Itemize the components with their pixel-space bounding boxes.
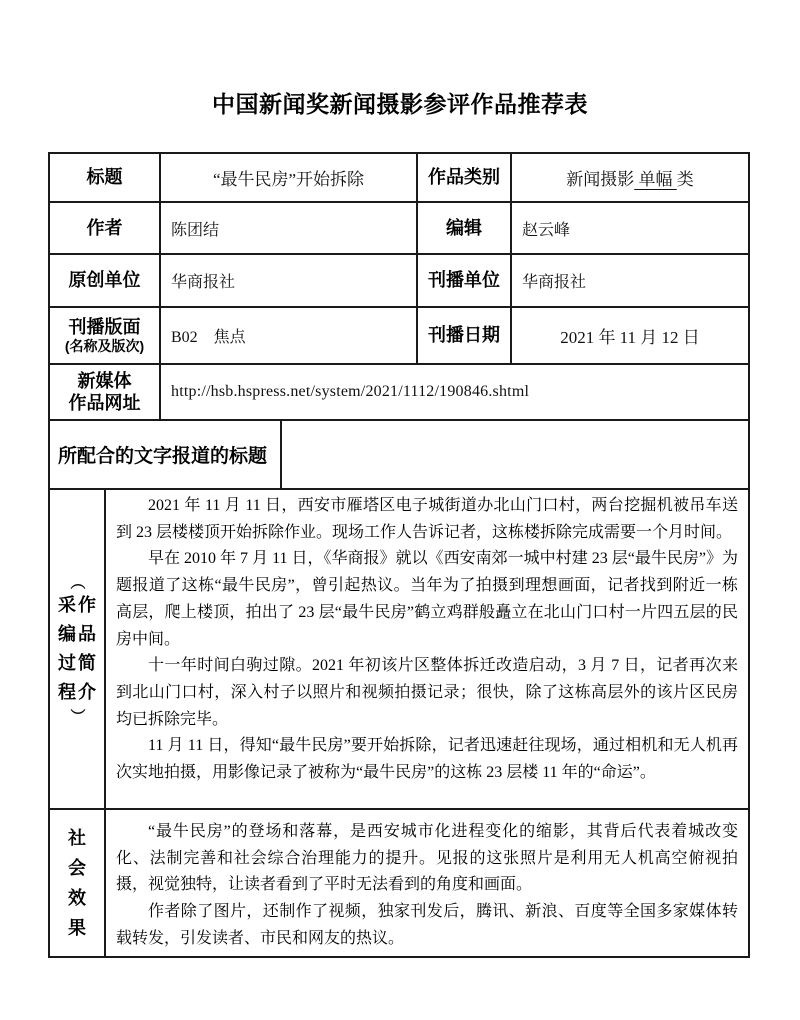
editor-value: 赵云峰	[522, 221, 571, 239]
row-page-date	[50, 308, 748, 365]
publish-unit-label: 刊播单位	[418, 255, 512, 306]
intro-vertical-label	[50, 490, 106, 808]
social-label-char: 会	[68, 858, 86, 878]
intro-bracket-close: ）	[68, 708, 86, 724]
category-prefix: 新闻摄影	[566, 170, 635, 189]
new-media-label-line2: 作品网址	[68, 393, 141, 413]
recommendation-form-table	[48, 152, 750, 958]
date-label: 刊播日期	[418, 308, 512, 363]
intro-label-row: 编品	[58, 624, 98, 644]
intro-paragraph: 11 月 11 日，得知“最牛民房”要开始拆除，记者迅速赶往现场，通过相机和无人机再次实地拍摄，用影像记录了被称为“最牛民房”的这栋 23 层楼 11 年的“命运”。	[116, 737, 738, 782]
intro-paragraph: 十一年时间白驹过隙。2021 年初该片区整体拆迁改造启动，3 月 7 日，记者再次来到北山门口村，深入村子以照片和视频拍摄记录；很快，除了这栋高层外的该片区民房均已拆除完毕。	[116, 657, 738, 728]
editor-label: 编辑	[418, 203, 512, 253]
row-units	[50, 255, 748, 308]
social-vertical-label	[50, 810, 106, 956]
row-social-effect	[50, 810, 748, 956]
intro-bracket-open: （	[68, 574, 86, 590]
intro-label-row: 采作	[58, 595, 98, 615]
author-label: 作者	[50, 203, 161, 253]
page-label-line1: 刊播版面	[68, 316, 141, 337]
page-title: 中国新闻奖新闻摄影参评作品推荐表	[212, 91, 588, 117]
row-new-media-url	[50, 365, 748, 421]
social-label-char: 社	[68, 828, 86, 848]
row-title	[50, 154, 748, 203]
category-label: 作品类别	[418, 154, 512, 201]
social-label-char: 效	[68, 888, 86, 908]
date-value: 2021 年 11 月 12 日	[560, 328, 700, 347]
title-label: 标题	[50, 154, 161, 201]
category-value	[512, 154, 748, 201]
original-unit-value: 华商报社	[161, 255, 418, 306]
new-media-label	[50, 365, 161, 419]
social-label-char: 果	[68, 918, 86, 938]
text-report-value	[282, 421, 748, 488]
new-media-label-line1: 新媒体	[77, 370, 132, 391]
text-report-label: 所配合的文字报道的标题	[50, 421, 282, 488]
original-unit-label: 原创单位	[50, 255, 161, 306]
intro-label-row: 程介	[58, 682, 98, 702]
row-text-report-title	[50, 421, 748, 490]
intro-label-row: 过简	[58, 653, 98, 673]
intro-text-block	[106, 490, 748, 808]
row-intro	[50, 490, 748, 810]
social-paragraph: “最牛民房”的登场和落幕，是西安城市化进程变化的缩影，其背后代表着城改变化、法制完善和社会综合治理能力的提升。见报的这张照片是利用无人机高空俯视拍摄，视觉独特，让读者看到了平时无法看到的角度和画面。	[116, 823, 738, 894]
category-suffix: 类	[676, 170, 694, 189]
title-value: “最牛民房”开始拆除	[161, 154, 418, 201]
social-text-block	[106, 810, 748, 956]
author-value: 陈团结	[161, 203, 418, 253]
row-author	[50, 203, 748, 255]
social-paragraph: 作者除了图片，还制作了视频，独家刊发后，腾讯、新浪、百度等全国多家媒体转载转发，引发读者、市民和网友的热议。	[116, 903, 738, 947]
intro-paragraph: 早在 2010 年 7 月 11 日，《华商报》就以《西安南郊一城中村建 23 层“最牛民房”》为题报道了这栋“最牛民房”，曾引起热议。当年为了拍摄到理想画面，记者找到附近一栋高层，爬上楼顶，拍出了 23 层“最牛民房”鹤立鸡群般矗立在北山门口村一片四五层的民房中间。	[116, 550, 738, 648]
publish-unit-value: 华商报社	[522, 274, 587, 291]
new-media-url-value: http://hsb.hspress.net/system/2021/1112/190846.shtml	[171, 383, 530, 400]
page-value: B02 焦点	[161, 308, 418, 363]
page-label-line2: (名称及版次)	[64, 338, 145, 354]
page-label	[50, 308, 161, 363]
category-underlined-value: 单幅	[634, 170, 677, 189]
intro-paragraph: 2021 年 11 月 11 日，西安市雁塔区电子城街道办北山门口村，两台挖掘机被吊车送到 23 层楼楼顶开始拆除作业。现场工作人告诉记者，这栋楼拆除完成需要一个月时间。	[116, 497, 738, 541]
